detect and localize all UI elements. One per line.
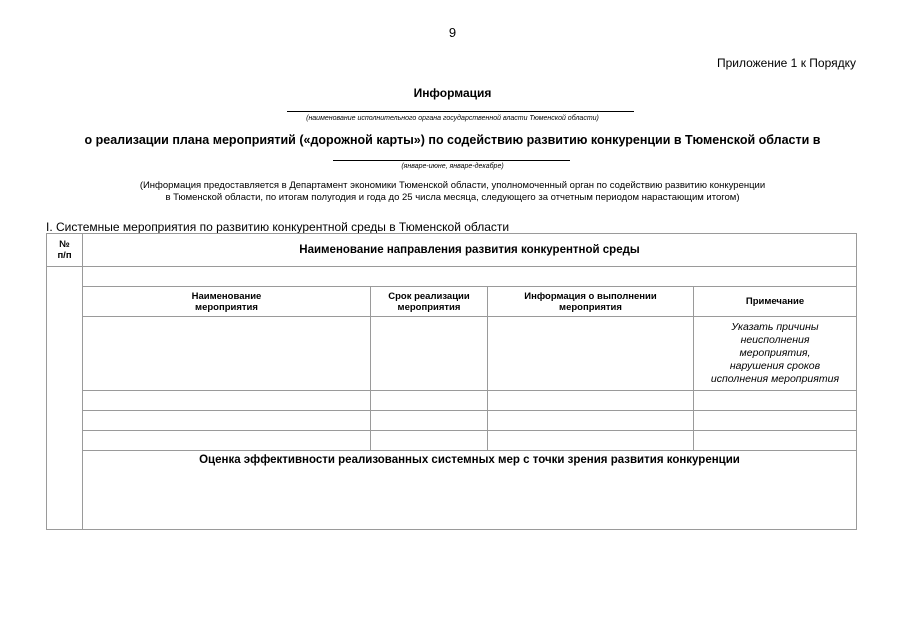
submission-note [0, 180, 905, 204]
direction-header: Наименование направления развития конкурентной среды [82, 233, 857, 267]
section-title: I. Системные мероприятия по развитию конкурентной среды в Тюменской области [46, 220, 510, 234]
evaluation-block[interactable] [82, 450, 857, 530]
col-header-deadline-line-1: Срок реализации [388, 290, 470, 302]
table-cell[interactable] [82, 316, 371, 391]
document-title: Информация [413, 86, 492, 100]
col-header-name-line-1: Наименование [191, 290, 262, 302]
table-cell[interactable] [487, 316, 694, 391]
table-cell[interactable] [82, 410, 371, 431]
period-fill-line [333, 160, 570, 161]
period-caption: (январе-июне, январе-декабре) [401, 163, 504, 170]
table-cell[interactable] [693, 390, 857, 411]
remark-line: мероприятия, [739, 347, 811, 359]
table-cell[interactable] [82, 430, 371, 451]
num-header-line-2: п/п [57, 250, 72, 261]
col-header-remark [693, 286, 857, 317]
direction-row[interactable] [82, 266, 857, 287]
table-cell[interactable] [693, 410, 857, 431]
note-line-1: (Информация предоставляется в Департамент экономики Тюменской области, уполномоченный орган по содействию развитию конкуренции [139, 180, 766, 191]
remark-cell [693, 316, 857, 391]
col-header-name-line-2: мероприятия [195, 301, 258, 313]
document-subtitle: о реализации плана мероприятий («дорожной карты») по содействию развитию конкуренции в Тюменской области в [84, 133, 821, 147]
table-cell[interactable] [487, 390, 694, 411]
authority-caption: (наименование исполнительного органа государственной власти Тюменской области) [306, 115, 599, 122]
col-header-info [487, 286, 694, 317]
remark-line: Указать причины [731, 321, 819, 333]
remark-line: нарушения сроков [729, 360, 821, 372]
col-header-name [82, 286, 371, 317]
col-header-info-line-2: мероприятия [559, 301, 622, 313]
table-cell[interactable] [82, 390, 371, 411]
note-line-2: в Тюменской области, по итогам полугодия и года до 25 числа месяца, следующего за отчетным периодом нарастающим итогом) [165, 192, 740, 203]
page-number: 9 [448, 25, 457, 40]
col-header-info-line-1: Информация о выполнении [524, 290, 657, 302]
col-header-deadline-line-2: мероприятия [397, 301, 461, 313]
table-cell[interactable] [370, 390, 488, 411]
table-cell[interactable] [370, 316, 488, 391]
table-cell[interactable] [370, 430, 488, 451]
appendix-label: Приложение 1 к Порядку [716, 56, 856, 70]
col-header-remark-line-1: Примечание [745, 296, 805, 307]
table-cell[interactable] [370, 410, 488, 431]
num-column-body [46, 266, 83, 530]
authority-fill-line [287, 111, 634, 112]
table-cell[interactable] [487, 410, 694, 431]
num-header [46, 233, 83, 267]
remark-line: неисполнения [740, 334, 810, 346]
table-cell[interactable] [693, 430, 857, 451]
remark-line: исполнения мероприятия [710, 373, 840, 385]
evaluation-title: Оценка эффективности реализованных системных мер с точки зрения развития конкуренции [199, 454, 740, 466]
num-header-line-1: № [59, 239, 70, 250]
table-cell[interactable] [487, 430, 694, 451]
col-header-deadline [370, 286, 488, 317]
